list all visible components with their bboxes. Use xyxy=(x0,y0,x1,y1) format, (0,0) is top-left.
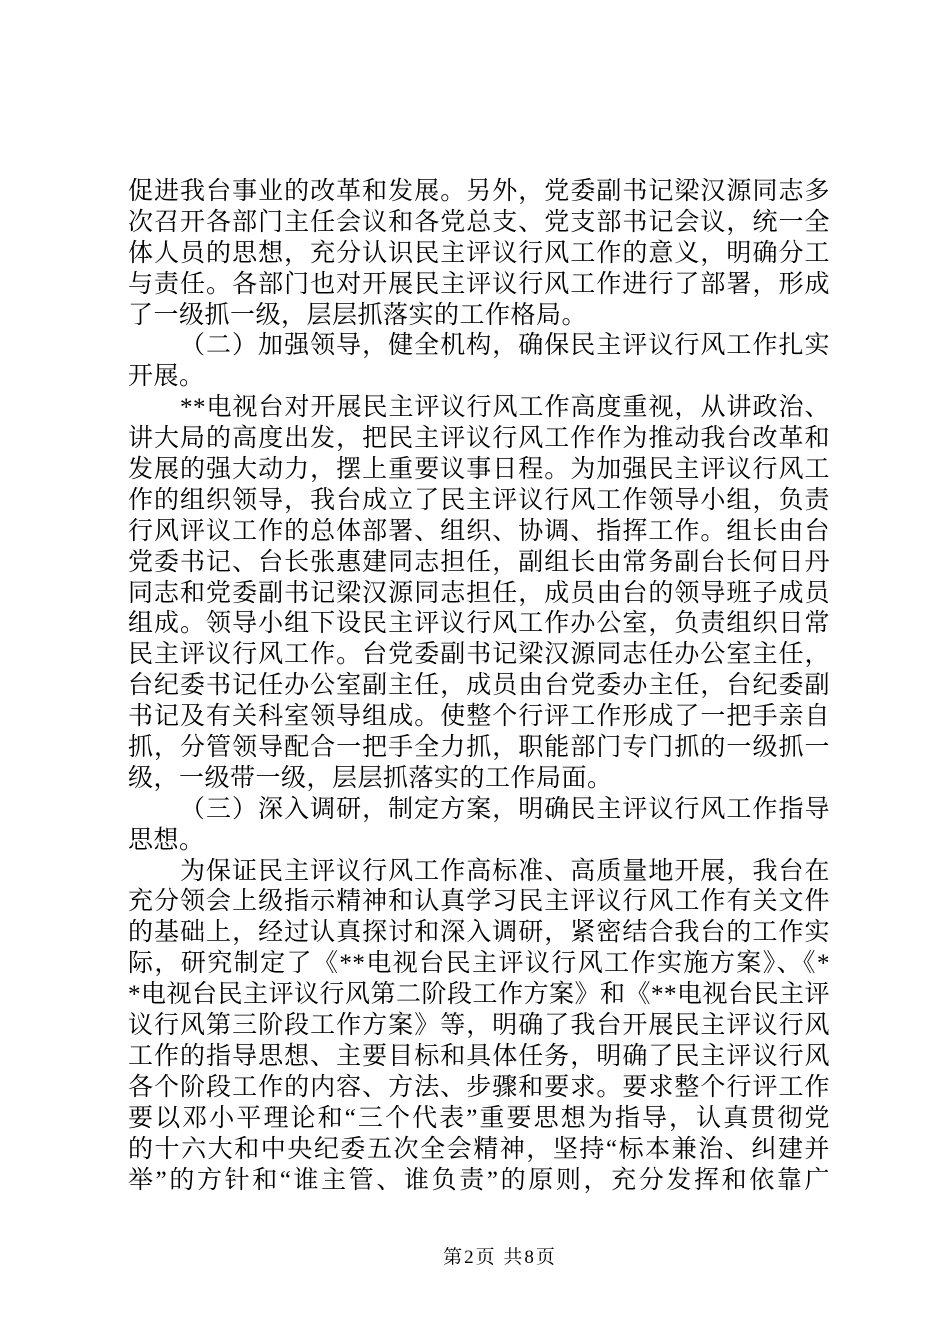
text-line: 党委书记、台长张惠建同志担任，副组长由常务副台长何日丹 xyxy=(128,548,830,576)
text-line: **电视台对开展民主评议行风工作高度重视，从讲政治、 xyxy=(180,394,830,422)
text-line: 抓，分管领导配合一把手全力抓，职能部门专门抓的一级抓一 xyxy=(128,734,830,762)
text-line: 举”的方针和“谁主管、谁负责”的原则，充分发挥和依靠广 xyxy=(128,1166,830,1194)
text-line: 要以邓小平理论和“三个代表”重要思想为指导，认真贯彻党 xyxy=(128,1104,830,1132)
text-line: 组成。领导小组下设民主评议行风工作办公室，负责组织日常 xyxy=(128,610,830,638)
text-line: 际，研究制定了《**电视台民主评议行风工作实施方案》、《* xyxy=(128,950,830,978)
text-line: 了一级抓一级，层层抓落实的工作格局。 xyxy=(128,301,588,329)
text-line: 充分领会上级指示精神和认真学习民主评议行风工作有关文件 xyxy=(128,888,830,916)
text-line: 促进我台事业的改革和发展。另外，党委副书记梁汉源同志多 xyxy=(128,178,830,205)
text-line: 民主评议行风工作。台党委副书记梁汉源同志任办公室主任， xyxy=(128,641,830,669)
page-footer xyxy=(0,1242,950,1269)
document-body xyxy=(128,177,830,1196)
text-line: 级，一级带一级，层层抓落实的工作局面。 xyxy=(128,764,613,792)
text-line: *电视台民主评议行风第二阶段工作方案》和《**电视台民主评 xyxy=(128,981,830,1009)
text-line: 思想。 xyxy=(128,826,205,854)
text-line: 的十六大和中央纪委五次全会精神，坚持“标本兼治、纠建并 xyxy=(128,1135,830,1163)
text-line: 同志和党委副书记梁汉源同志担任，成员由台的领导班子成员 xyxy=(128,579,830,607)
text-line: 议行风第三阶段工作方案》等，明确了我台开展民主评议行风 xyxy=(128,1012,830,1040)
text-line: 各个阶段工作的内容、方法、步骤和要求。要求整个行评工作 xyxy=(128,1073,830,1101)
text-line: 开展。 xyxy=(128,363,205,391)
text-line: 工作的指导思想、主要目标和具体任务，明确了民主评议行风 xyxy=(128,1042,830,1070)
text-line: 次召开各部门主任会议和各党总支、党支部书记会议，统一全 xyxy=(128,208,830,236)
text-line: 行风评议工作的总体部署、组织、协调、指挥工作。组长由台 xyxy=(128,517,830,545)
page-number-label: 第2页 共8页 xyxy=(443,1247,557,1268)
text-line: （三）深入调研，制定方案，明确民主评议行风工作指导 xyxy=(180,795,830,823)
text-line: 为保证民主评议行风工作高标准、高质量地开展，我台在 xyxy=(180,857,830,885)
text-line: 台纪委书记任办公室副主任，成员由台党委办主任，台纪委副 xyxy=(128,672,830,700)
text-line: （二）加强领导，健全机构，确保民主评议行风工作扎实 xyxy=(180,332,830,360)
text-line: 发展的强大动力，摆上重要议事日程。为加强民主评议行风工 xyxy=(128,456,830,484)
text-line: 作的组织领导，我台成立了民主评议行风工作领导小组，负责 xyxy=(128,486,830,514)
text-line: 讲大局的高度出发，把民主评议行风工作作为推动我台改革和 xyxy=(128,425,830,453)
text-line: 体人员的思想，充分认识民主评议行风工作的意义，明确分工 xyxy=(128,239,830,267)
text-line: 的基础上，经过认真探讨和深入调研，紧密结合我台的工作实 xyxy=(128,919,830,947)
text-line: 与责任。各部门也对开展民主评议行风工作进行了部署，形成 xyxy=(128,270,830,298)
text-line: 书记及有关科室领导组成。使整个行评工作形成了一把手亲自 xyxy=(128,703,830,731)
